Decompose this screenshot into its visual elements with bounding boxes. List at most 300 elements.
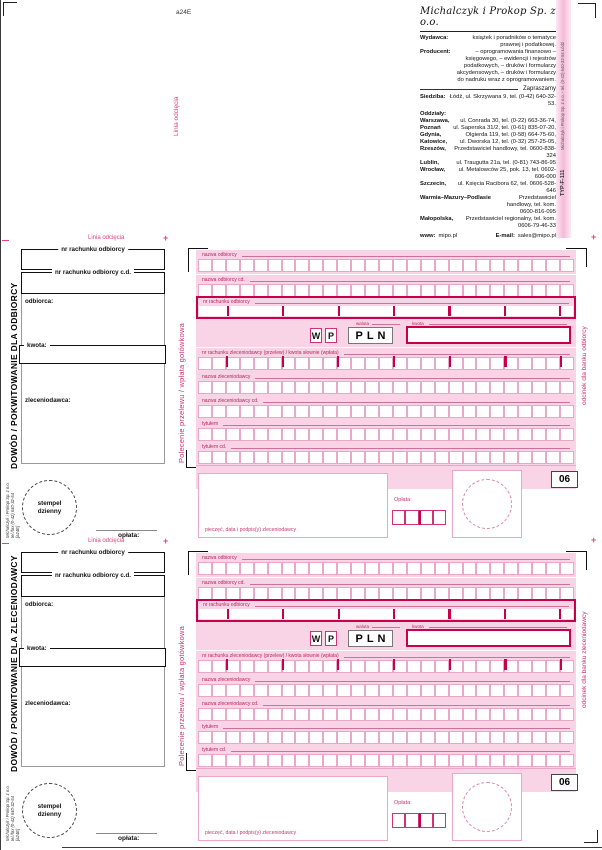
row-label: nazwa zleceniodawcy cd. (202, 398, 259, 404)
grid-cell (435, 754, 449, 767)
account-group-tick (338, 609, 340, 619)
grid-cell (435, 731, 449, 744)
grid-cell (198, 684, 212, 697)
publisher-value: książek i poradników o tematyce prawnej i podatkowej. (472, 35, 556, 48)
grid-cell (490, 428, 504, 441)
grid-cell (282, 451, 296, 464)
account-group-tick (449, 659, 451, 670)
row-rule (250, 584, 570, 585)
grid-cell (254, 451, 268, 464)
field-row-recipient-account (196, 599, 576, 622)
grid-cell (309, 405, 323, 418)
account-group-tick (338, 306, 340, 316)
publisher-row (420, 35, 556, 49)
stub-fee-label: opłata: (118, 532, 140, 539)
grid-cell (351, 405, 365, 418)
grid-cell (463, 259, 477, 272)
grid-cell (532, 381, 546, 394)
grid-cell (476, 684, 490, 697)
cells-payer-account (198, 660, 574, 673)
grid-cell (295, 731, 309, 744)
row-label: tytułem cd. (202, 444, 227, 450)
stub-recipient-account-cont-label: nr rachunku odbiorcy c.d. (52, 269, 134, 276)
grid-cell (393, 708, 407, 721)
grid-cell (351, 708, 365, 721)
grid-cell (449, 381, 463, 394)
grid-cell (518, 684, 532, 697)
grid-cell (421, 754, 435, 767)
branch-row (420, 216, 556, 230)
grid-cell (268, 259, 282, 272)
grid-cell (490, 754, 504, 767)
branch-city: Katowice, (420, 139, 448, 145)
grid-cell (421, 660, 435, 673)
row-rule (344, 354, 570, 355)
grid-cell (518, 357, 532, 370)
printer-note-line: [a24E] (15, 828, 21, 841)
bank-slip-note: odcinek dla banku zleceniodawcy (581, 611, 588, 708)
grid-cell (240, 731, 254, 744)
row-label: nazwa odbiorcy (202, 555, 237, 561)
row-rule (344, 657, 570, 658)
grid-cell (421, 731, 435, 744)
grid-cell (254, 405, 268, 418)
row-rule (223, 425, 570, 426)
account-group-tick (504, 609, 506, 619)
grid-cell (476, 405, 490, 418)
invite-rule (420, 89, 518, 90)
fee-label: Opłata: (394, 497, 412, 503)
bank-stamp-box (452, 470, 522, 538)
grid-cell (240, 708, 254, 721)
row-label: nazwa zleceniodawcy (202, 677, 251, 683)
grid-cell (546, 259, 560, 272)
grid-cell (295, 451, 309, 464)
account-group-tick (282, 356, 284, 367)
grid-cell (226, 259, 240, 272)
grid-cell (518, 708, 532, 721)
stub-payer-label: zleceniodawca: (25, 700, 71, 707)
grid-cell (323, 731, 337, 744)
grid-cell (351, 754, 365, 767)
currency-rule (372, 324, 400, 325)
grid-cell (532, 562, 546, 575)
grid-cell (435, 684, 449, 697)
grid-cell (476, 731, 490, 744)
grid-cell (405, 510, 418, 525)
grid-cell (379, 562, 393, 575)
grid-cell (490, 684, 504, 697)
grid-cell (504, 405, 518, 418)
invite-text: Zapraszamy (522, 86, 556, 92)
cut-line-vertical-label: Linia odcięcia (173, 96, 180, 136)
grid-cell (323, 451, 337, 464)
grid-cell (433, 510, 446, 525)
grid-cell (351, 731, 365, 744)
grid-cell (435, 708, 449, 721)
field-row-payer-account (196, 348, 576, 372)
stub-recipient-label: odbiorca: (25, 601, 54, 608)
grid-cell (560, 451, 574, 464)
grid-cell (518, 660, 532, 673)
grid-cell (435, 381, 449, 394)
grid-cell (546, 684, 560, 697)
row-rule (231, 448, 570, 449)
branch-city: Gdynia, (420, 132, 442, 138)
grid-cell (309, 708, 323, 721)
stub-payer-label: zleceniodawca: (25, 397, 71, 404)
grid-cell (379, 259, 393, 272)
row-label: nazwa odbiorcy cd. (202, 277, 245, 283)
grid-cell (295, 405, 309, 418)
grid-cell (405, 813, 418, 828)
branch-row (420, 146, 556, 160)
row-rule (242, 256, 570, 257)
amount-label: kwota (412, 321, 424, 326)
grid-cell (282, 754, 296, 767)
grid-cell (560, 405, 574, 418)
email-label: E-mail: (495, 233, 515, 239)
branches-header (420, 111, 556, 118)
grid-cell (254, 660, 268, 673)
grid-cell (476, 259, 490, 272)
grid-cell (463, 562, 477, 575)
grid-cell (351, 428, 365, 441)
cells-recipient-name (198, 259, 574, 272)
grid-cell (268, 660, 282, 673)
grid-cell (198, 562, 212, 575)
grid-cell (323, 357, 337, 370)
grid-cell (435, 428, 449, 441)
branch-info: Przedstawiciel handlowy, tel. kom. 0600-816-095 (506, 195, 556, 215)
grid-cell (309, 731, 323, 744)
field-row-payer-name-cont (196, 699, 576, 723)
row-rule (255, 303, 569, 304)
row-label: nr rachunku odbiorcy (203, 602, 250, 608)
grid-cell (240, 357, 254, 370)
row-label: nazwa odbiorcy cd. (202, 580, 245, 586)
grid-cell (518, 381, 532, 394)
stub-recipient-account-cont-label: nr rachunku odbiorcy c.d. (52, 572, 134, 579)
branch-city: Warszawa, (420, 118, 450, 124)
account-group-tick (448, 609, 450, 619)
grid-cell (268, 428, 282, 441)
bank-stamp-circle (462, 782, 512, 832)
grid-cell (198, 660, 212, 673)
grid-cell (212, 259, 226, 272)
grid-cell (365, 708, 379, 721)
account-group-tick (227, 609, 229, 619)
row-rule (231, 751, 570, 752)
grid-cell (323, 684, 337, 697)
grid-cell (323, 562, 337, 575)
cells-recipient-name (198, 562, 574, 575)
stub-amount-label: kwota: (24, 645, 50, 652)
account-digit-strip (199, 306, 573, 316)
grid-cell (282, 562, 296, 575)
account-group-tick (560, 659, 562, 670)
grid-cell (449, 754, 463, 767)
grid-cell (309, 562, 323, 575)
grid-cell (560, 562, 574, 575)
row-rule (263, 705, 570, 706)
grid-cell (240, 562, 254, 575)
grid-cell (379, 684, 393, 697)
grid-cell (532, 684, 546, 697)
grid-cell (254, 428, 268, 441)
account-group-tick (282, 306, 284, 316)
printer-note-vertical (5, 785, 21, 841)
daily-stamp-circle (22, 783, 77, 838)
field-row-recipient-account (196, 296, 576, 319)
grid-cell (490, 357, 504, 370)
amount-entry-box (406, 326, 571, 344)
field-row-title-cont (196, 745, 576, 769)
row-label: nr rachunku odbiorcy (203, 299, 250, 305)
producer-value: – oprogramowania finansowo – księgowego, – ewidencji i rejestrów podatkowych, – druków i formularzy akcydensowych, – druków i formularzy do nadruku wraz z oprogramowaniem. (456, 49, 556, 83)
grid-cell (351, 660, 365, 673)
branch-city: Szczecin, (420, 181, 447, 187)
branch-row (420, 125, 556, 132)
grid-cell (198, 754, 212, 767)
publisher-label: Wydawca: (420, 35, 449, 41)
grid-cell (560, 708, 574, 721)
grid-cell (490, 562, 504, 575)
grid-cell (379, 708, 393, 721)
grid-cell (295, 754, 309, 767)
grid-cell (212, 405, 226, 418)
grid-cell (546, 708, 560, 721)
grid-cell (560, 731, 574, 744)
grid-cell (309, 684, 323, 697)
stamp-text-line2: dzienny (37, 810, 62, 818)
cut-line-label: Linia odcięcia (88, 235, 125, 241)
grid-cell (309, 259, 323, 272)
transfer-type-p-box: P (325, 631, 337, 646)
producer-row (420, 49, 556, 84)
grid-cell (323, 660, 337, 673)
account-group-tick (393, 306, 395, 316)
grid-cell (463, 428, 477, 441)
fee-amount-boxes (392, 510, 446, 525)
grid-cell (351, 259, 365, 272)
grid-cell (393, 405, 407, 418)
branch-city: Warmia–Mazury–Podlasie (420, 195, 491, 201)
grid-cell (365, 660, 379, 673)
stub-title: DOWÓD / POKWITOWANIE DLA ODBIORCY (9, 282, 19, 469)
grid-cell (198, 731, 212, 744)
grid-cell (518, 754, 532, 767)
grid-cell (337, 405, 351, 418)
grid-cell (532, 708, 546, 721)
grid-cell (532, 259, 546, 272)
grid-cell (435, 357, 449, 370)
grid-cell (449, 731, 463, 744)
cells-title-cont (198, 451, 574, 464)
grid-cell (421, 428, 435, 441)
registration-plus: + (591, 232, 597, 242)
grid-cell (282, 381, 296, 394)
stub-recipient-account-cont-box (21, 269, 165, 294)
grid-cell (379, 731, 393, 744)
grid-cell (365, 357, 379, 370)
grid-cell (198, 708, 212, 721)
grid-cell (365, 405, 379, 418)
daily-stamp-circle (22, 480, 77, 535)
grid-cell (560, 684, 574, 697)
registration-plus: + (163, 233, 169, 243)
grid-cell (254, 381, 268, 394)
branch-row (420, 195, 556, 216)
grid-cell (463, 660, 477, 673)
stub-fee-label: opłata: (118, 835, 140, 842)
grid-cell (421, 357, 435, 370)
account-group-tick (282, 609, 284, 619)
grid-cell (212, 708, 226, 721)
grid-cell (421, 405, 435, 418)
row-label: nr rachunku zleceniodawcy (przelew) / kwota słownie (wpłata) (202, 653, 339, 659)
grid-cell (282, 731, 296, 744)
grid-cell (198, 357, 212, 370)
grid-cell (490, 708, 504, 721)
grid-cell (295, 562, 309, 575)
grid-cell (463, 381, 477, 394)
fee-label: Opłata: (394, 800, 412, 806)
grid-cell (226, 451, 240, 464)
branch-row (420, 118, 556, 125)
grid-cell (365, 754, 379, 767)
row-rule (263, 402, 570, 403)
grid-cell (337, 562, 351, 575)
publisher-info-block (420, 6, 556, 240)
stamp-text-line1: stempel (37, 803, 62, 810)
branch-info: ul. Metalowców 25, pok. 13, tel. 0602-606-000 (458, 167, 556, 180)
row-rule (250, 281, 570, 282)
stub-details-area (21, 597, 165, 767)
grid-cell (435, 405, 449, 418)
grid-cell (532, 731, 546, 744)
grid-cell (309, 754, 323, 767)
grid-cell (449, 428, 463, 441)
field-row-payer-name (196, 372, 576, 396)
grid-cell (476, 562, 490, 575)
cells-payer-name-cont (198, 708, 574, 721)
cells-payer-name-cont (198, 405, 574, 418)
grid-cell (393, 731, 407, 744)
grid-cell (435, 259, 449, 272)
invite-row (420, 86, 556, 92)
grid-cell (463, 451, 477, 464)
account-group-tick (226, 356, 228, 367)
branch-row (420, 139, 556, 146)
branch-row (420, 181, 556, 195)
stub-title: DOWÓD / POKWITOWANIE DLA ZLECENIODAWCY (9, 555, 19, 772)
printer-note-line: tel./fax (0-42) 640-32-54 (10, 493, 16, 538)
hq-label: Siedziba: (420, 94, 446, 100)
grid-cell (226, 731, 240, 744)
form-side-title: Polecenie przelewu / wpłata gotówkowa (177, 323, 186, 463)
grid-cell (392, 510, 405, 525)
account-group-tick (393, 659, 395, 670)
stub-details-area (21, 294, 165, 464)
grid-cell (254, 731, 268, 744)
grid-cell (337, 259, 351, 272)
branch-info: ul. Księcia Racibora 62, tel. 0606-528-646 (457, 181, 556, 194)
grid-cell (518, 731, 532, 744)
branch-row (420, 160, 556, 167)
publisher-brand: Michalczyk i Prokop Sp. z o.o. (420, 6, 556, 32)
cells-payer-name (198, 381, 574, 394)
branch-info: ul. Conrada 30, tel. (0-22) 663-36-74, (460, 118, 556, 124)
grid-cell (365, 684, 379, 697)
account-group-tick (504, 659, 506, 670)
payment-form-payer (0, 535, 602, 846)
amount-label: kwota (412, 624, 424, 629)
grid-cell (532, 428, 546, 441)
grid-cell (449, 259, 463, 272)
grid-cell (226, 754, 240, 767)
grid-cell (282, 428, 296, 441)
grid-cell (365, 731, 379, 744)
grid-cell (449, 451, 463, 464)
email-value: sales@mipo.pl (517, 233, 556, 239)
grid-cell (268, 562, 282, 575)
grid-cell (365, 428, 379, 441)
grid-cell (309, 451, 323, 464)
grid-cell (476, 428, 490, 441)
row-label: nr rachunku zleceniodawcy (przelew) / kwota słownie (wpłata) (202, 350, 339, 356)
grid-cell (226, 684, 240, 697)
grid-cell (226, 381, 240, 394)
field-row-title-cont (196, 442, 576, 466)
grid-cell (365, 381, 379, 394)
grid-cell (268, 405, 282, 418)
grid-cell (490, 381, 504, 394)
grid-cell (351, 451, 365, 464)
producer-label: Producent: (420, 49, 451, 55)
grid-cell (532, 357, 546, 370)
grid-cell (532, 660, 546, 673)
transfer-type-w-box: W (310, 631, 322, 646)
account-group-tick (282, 659, 284, 670)
grid-cell (421, 708, 435, 721)
grid-cell (351, 562, 365, 575)
grid-cell (421, 381, 435, 394)
field-row-title (196, 419, 576, 443)
grid-cell (268, 754, 282, 767)
grid-cell (449, 405, 463, 418)
grid-cell (518, 428, 532, 441)
grid-cell (449, 684, 463, 697)
grid-cell (407, 708, 421, 721)
grid-cell (337, 731, 351, 744)
grid-cell (323, 708, 337, 721)
grid-cell (463, 708, 477, 721)
www-value: mipo.pl (438, 233, 458, 239)
grid-cell (518, 562, 532, 575)
grid-cell (323, 428, 337, 441)
hq-row (420, 94, 556, 108)
grid-cell (560, 259, 574, 272)
account-group-tick (393, 356, 395, 367)
grid-cell (490, 451, 504, 464)
grid-cell (240, 451, 254, 464)
bank-stamp-box (452, 773, 522, 841)
branch-city: Lublin, (420, 160, 439, 166)
grid-cell (309, 381, 323, 394)
grid-cell (198, 381, 212, 394)
grid-cell (504, 708, 518, 721)
